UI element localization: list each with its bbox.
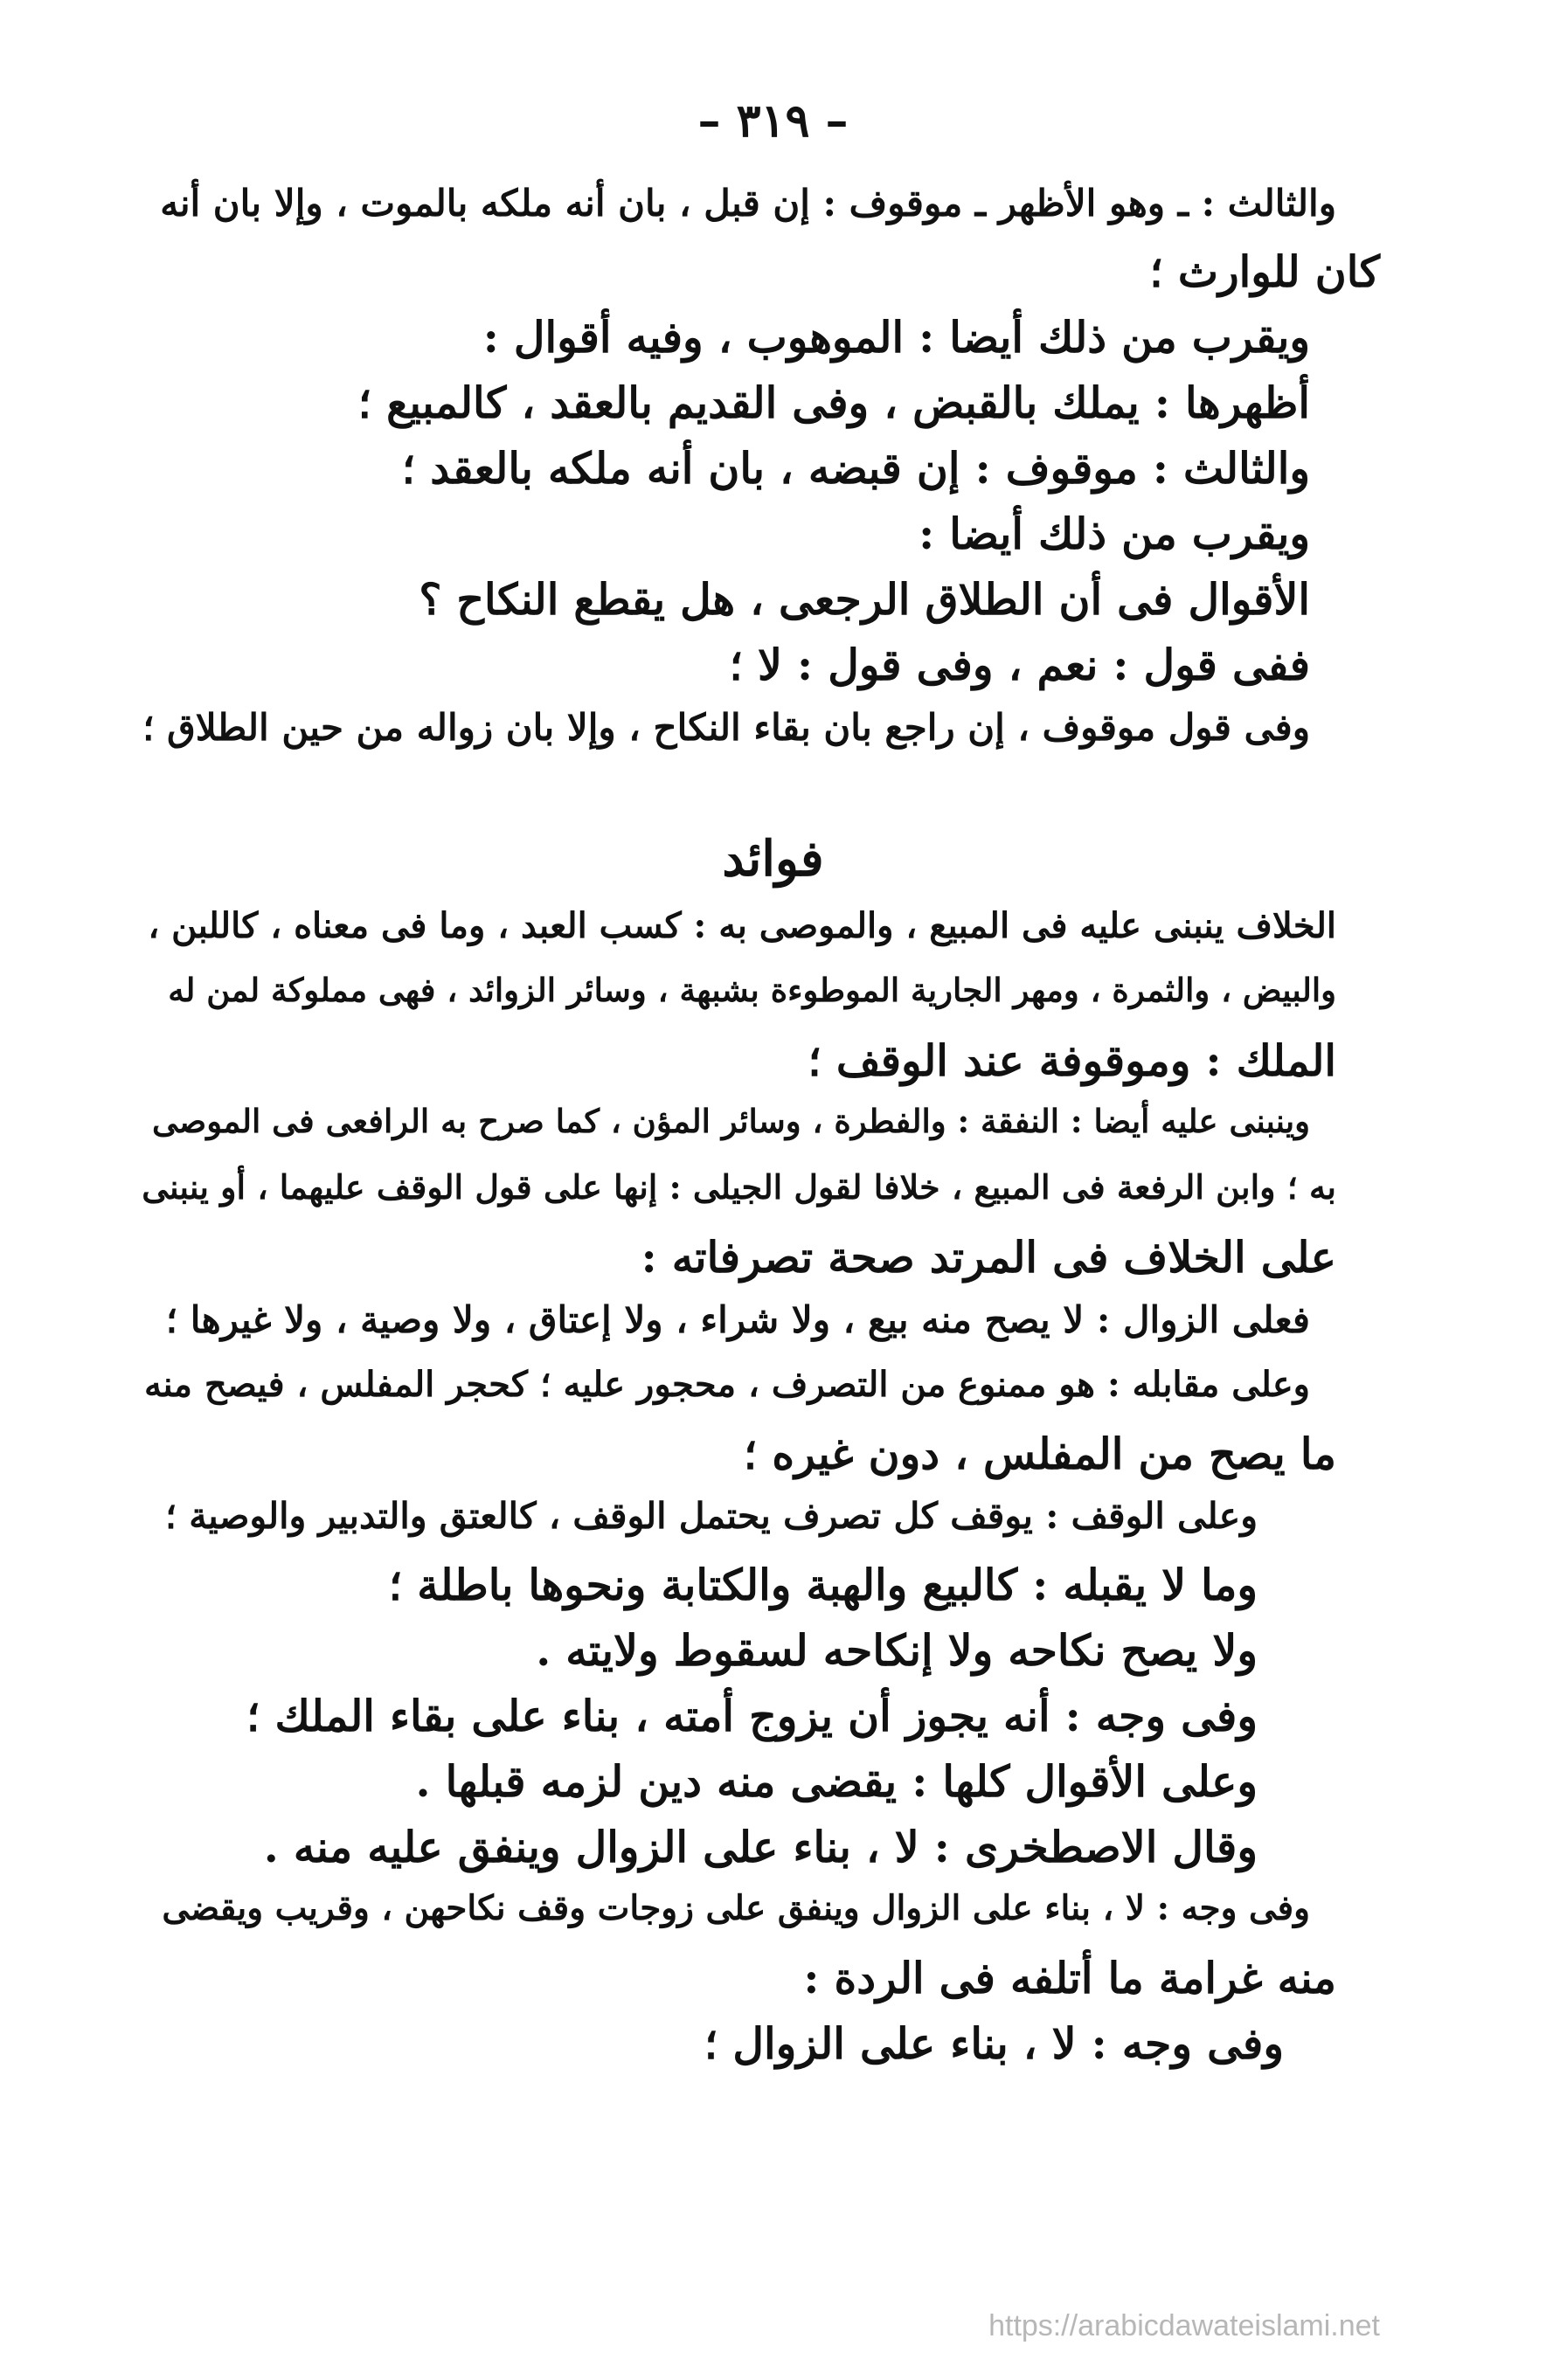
text-line: الخلاف ينبنى عليه فى المبيع ، والموصى به : كسب العبد ، وما فى معناه ، كاللبن ،	[148, 905, 1336, 946]
text-line: ولا يصح نكاحه ولا إنكاحه لسقوط ولايته .	[536, 1625, 1258, 1676]
text-line: به ؛ وابن الرفعة فى المبيع ، خلافا لقول الجيلى : إنها على قول الوقف عليهما ، أو ينبنى	[142, 1167, 1336, 1207]
text-line: كان للوارث ؛	[1149, 246, 1380, 297]
text-line: وعلى مقابله : هو ممنوع من التصرف ، محجور عليه ؛ كحجر المفلس ، فيصح منه	[144, 1364, 1310, 1405]
section-heading: فوائد	[722, 830, 824, 888]
text-line: الأقوال فى أن الطلاق الرجعى ، هل يقطع النكاح ؟	[419, 574, 1310, 625]
text-line: ويقرب من ذلك أيضا :	[919, 509, 1310, 559]
text-line: وفى وجه : لا ، بناء على الزوال ؛	[704, 2018, 1284, 2069]
text-line: وينبنى عليه أيضا : النفقة : والفطرة ، وسائر المؤن ، كما صرح به الرافعى فى الموصى	[151, 1102, 1310, 1140]
text-line: وفى قول موقوف ، إن راجع بان بقاء النكاح ، وإلا بان زواله من حين الطلاق ؛	[142, 706, 1310, 749]
text-line: وفى وجه : أنه يجوز أن يزوج أمته ، بناء على بقاء الملك ؛	[246, 1691, 1258, 1741]
text-line: ويقرب من ذلك أيضا : الموهوب ، وفيه أقوال :	[482, 312, 1310, 363]
text-line: ما يصح من المفلس ، دون غيره ؛	[743, 1429, 1336, 1479]
page-number: – ٣١٩ –	[697, 94, 849, 148]
text-line: والبيض ، والثمرة ، ومهر الجارية الموطوءة بشبهة ، وسائر الزوائد ، فهى مملوكة لمن له	[168, 971, 1336, 1009]
text-line: أظهرها : يملك بالقبض ، وفى القديم بالعقد ، كالمبيع ؛	[357, 377, 1310, 428]
text-line: وفى وجه : لا ، بناء على الزوال وينفق على زوجات وقف نكاحهن ، وقريب ويقضى	[162, 1888, 1310, 1928]
text-line: وقال الاصطخرى : لا ، بناء على الزوال وينفق عليه منه .	[263, 1822, 1258, 1872]
text-line: منه غرامة ما أتلفه فى الردة :	[803, 1953, 1336, 2003]
text-line: وما لا يقبله : كالبيع والهبة والكتابة ونحوها باطلة ؛	[388, 1560, 1258, 1610]
watermark: https://arabicdawateislami.net	[988, 2309, 1380, 2342]
text-line: على الخلاف فى المرتد صحة تصرفاته :	[641, 1232, 1336, 1283]
text-line: وعلى الأقوال كلها : يقضى منه دين لزمه قبلها .	[415, 1756, 1258, 1807]
text-line: الملك : وموقوفة عند الوقف ؛	[808, 1035, 1336, 1086]
text-line: ففى قول : نعم ، وفى قول : لا ؛	[729, 640, 1310, 690]
text-line: والثالث : موقوف : إن قبضه ، بان أنه ملكه بالعقد ؛	[401, 443, 1310, 494]
text-line: وعلى الوقف : يوقف كل تصرف يحتمل الوقف ، كالعتق والتدبير والوصية ؛	[164, 1495, 1258, 1537]
text-line: فعلى الزوال : لا يصح منه بيع ، ولا شراء ، ولا إعتاق ، ولا وصية ، ولا غيرها ؛	[165, 1298, 1310, 1341]
text-line: والثالث : ـ وهو الأظهر ـ موقوف : إن قبل ، بان أنه ملكه بالموت ، وإلا بان أنه	[160, 182, 1336, 225]
